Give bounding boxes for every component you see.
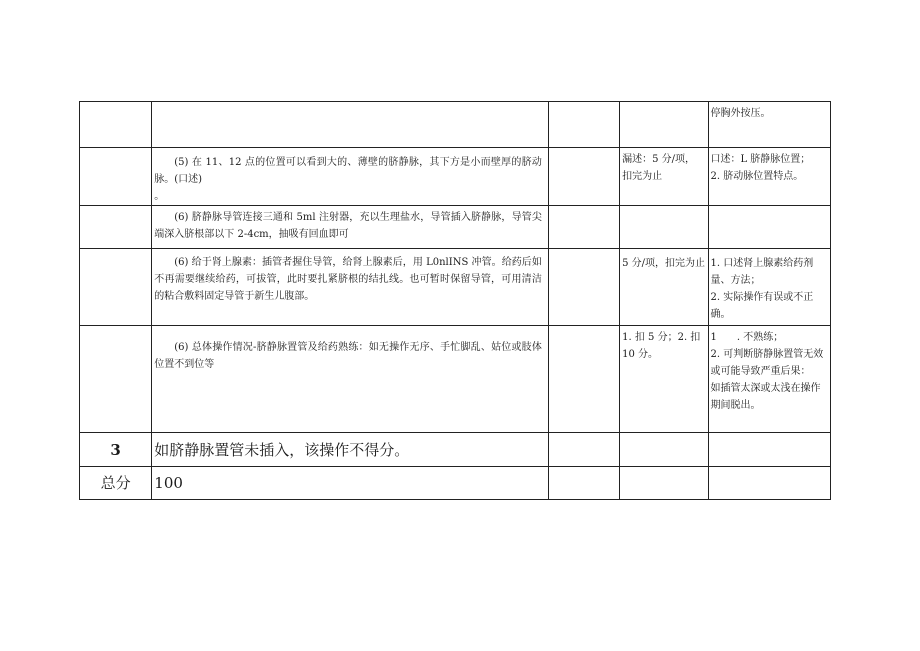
- description-cell: [152, 326, 549, 433]
- remarks-cell: [709, 467, 831, 500]
- remark-line: 口述：L 脐静脉位置；: [710, 154, 811, 165]
- item-number-cell: [80, 326, 152, 433]
- item-number-cell: [80, 206, 152, 249]
- description-cell: [152, 206, 549, 249]
- remark-line: 1. 口述肾上腺素给药剂量、方法；: [710, 258, 814, 286]
- deduction-cell: [620, 102, 709, 148]
- table-row: [80, 206, 831, 249]
- blank-cell: [548, 102, 619, 148]
- total-row: [80, 467, 831, 500]
- total-value-cell: [152, 467, 549, 500]
- deduction-cell: [620, 249, 709, 326]
- table-row: [80, 433, 831, 467]
- deduction-line: 扣完为止: [622, 171, 663, 182]
- deduction-line: 10 分。: [622, 349, 659, 360]
- table-row: [80, 102, 831, 148]
- remark-line: 2. 可判断脐静脉置管无效或可能导致严重后果：: [710, 349, 824, 377]
- deduction-cell: [620, 326, 709, 433]
- remarks-cell: [709, 102, 831, 148]
- description-text: (5) 在 11、12 点的位置可以看到大的、薄壁的脐静脉，其下方是小而壁厚的脐动脉。(口述): [154, 157, 542, 185]
- item-number-cell: [80, 102, 152, 148]
- remark-line: 1 . 不熟练；: [710, 332, 784, 343]
- remarks-cell: [709, 148, 831, 206]
- remarks-cell: [709, 249, 831, 326]
- total-value: 100: [154, 474, 183, 492]
- description-extra: 。: [154, 191, 165, 202]
- blank-cell: [548, 433, 619, 467]
- blank-cell: [548, 148, 619, 206]
- description-cell: [152, 249, 549, 326]
- item-number-cell: [80, 249, 152, 326]
- blank-cell: [548, 249, 619, 326]
- deduction-cell: [620, 467, 709, 500]
- deduction-cell: [620, 433, 709, 467]
- table-row: [80, 148, 831, 206]
- description-cell: [152, 433, 549, 467]
- remark-line: 2. 脐动脉位置特点。: [710, 171, 804, 182]
- description-text: (6) 总体操作情况-脐静脉置管及给药熟练：如无操作无序、手忙脚乱、姑位或肢体位置不到位等: [154, 342, 542, 370]
- table-row: [80, 326, 831, 433]
- item-number-cell: [80, 148, 152, 206]
- deduction-cell: [620, 148, 709, 206]
- blank-cell: [548, 206, 619, 249]
- item-number-cell: 3: [80, 433, 152, 467]
- remarks-cell: [709, 206, 831, 249]
- deduction-line: 漏述：5 分/项，: [622, 154, 696, 165]
- description-text: 如脐静脉置管未插入，该操作不得分。: [154, 440, 410, 459]
- remarks-cell: [709, 326, 831, 433]
- remark-line: 2. 实际操作有误或不正确。: [710, 292, 814, 320]
- description-cell: [152, 102, 549, 148]
- remark-line: 停胸外按压。: [710, 108, 771, 119]
- deduction-cell: [620, 206, 709, 249]
- description-text: (6) 给于肾上腺素：插管者握住导管，给肾上腺素后，用 L0nlINS 冲管。给药后如不再需要继续给药，可拔管，此时要扎紧脐根的结扎线。也可暂时保留导管，可用清洁的粘合敷料固定导管于新生儿腹部。: [154, 257, 542, 302]
- description-text: (6) 脐静脉导管连接三通和 5ml 注射器，充以生理盐水，导管插入脐静脉，导管尖端深入脐根部以下 2-4cm，抽吸有回血即可: [154, 212, 542, 240]
- blank-cell: [548, 467, 619, 500]
- remarks-cell: [709, 433, 831, 467]
- grading-table: [79, 101, 831, 500]
- deduction-line: 5 分/项，扣完为止: [622, 258, 706, 269]
- total-label: 总分: [80, 467, 152, 500]
- description-cell: [152, 148, 549, 206]
- deduction-line: 1. 扣 5 分；2. 扣: [622, 332, 701, 343]
- remark-line: 如插管太深或太浅在操作期间脱出。: [710, 383, 821, 411]
- blank-cell: [548, 326, 619, 433]
- table-row: [80, 249, 831, 326]
